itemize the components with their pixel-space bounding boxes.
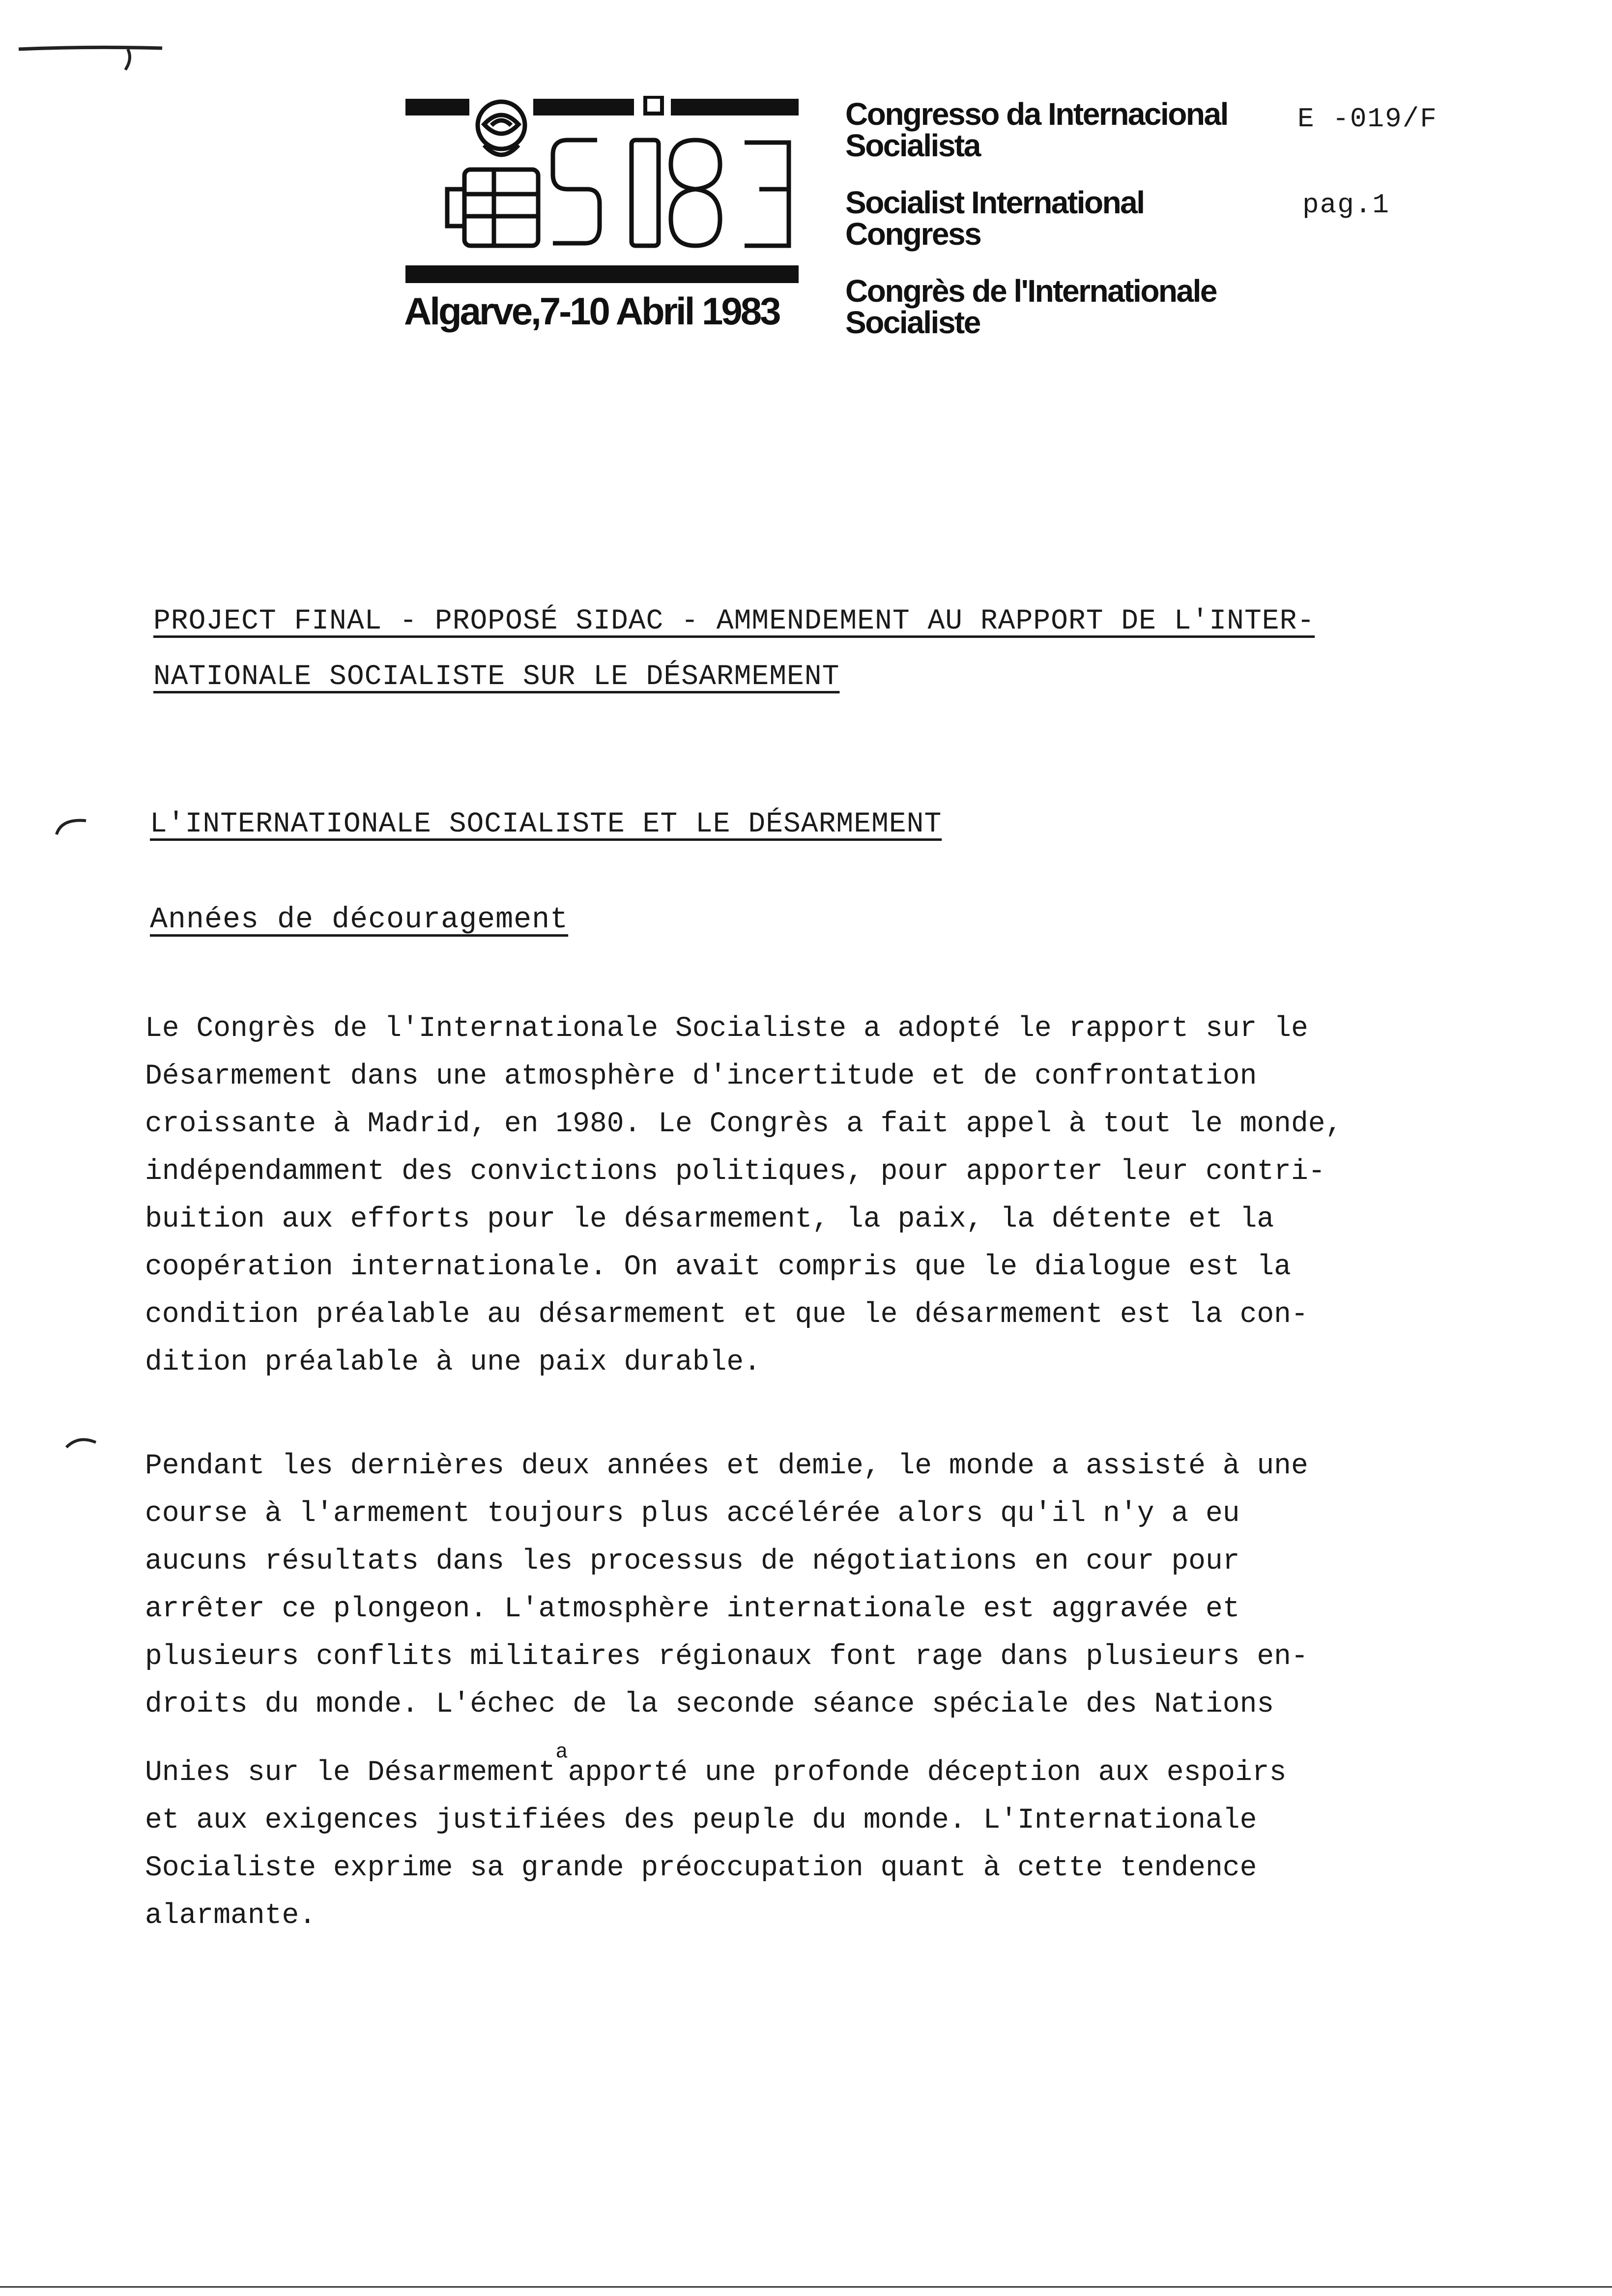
- section-title: L'INTERNATIONALE SOCIALISTE ET LE DÉSARMEMENT: [150, 808, 942, 840]
- paragraph-line: course à l'armement toujours plus accélérée alors qu'il n'y a eu: [145, 1498, 1240, 1530]
- congress-name-portuguese: Congresso da Internacional Socialista: [845, 96, 1228, 163]
- paragraph-line: Socialiste exprime sa grande préoccupation quant à cette tendence: [145, 1852, 1257, 1884]
- document-title-line-2: NATIONALE SOCIALISTE SUR LE DÉSARMEMENT: [153, 661, 840, 693]
- paragraph-line: arrêter ce plongeon. L'atmosphère internationale est aggravée et: [145, 1593, 1240, 1625]
- margin-bracket-mark: [54, 816, 88, 835]
- handwritten-mark: [15, 39, 167, 74]
- paragraph-line: droits du monde. L'échec de la seconde séance spéciale des Nations: [145, 1689, 1274, 1721]
- si83-logo: [405, 96, 799, 292]
- logo-letters: [553, 140, 789, 246]
- paragraph-line: condition préalable au désarmement et que le désarmement est la con-: [145, 1299, 1308, 1331]
- paragraph-line: dition préalable à une paix durable.: [145, 1347, 761, 1378]
- document-title-line-1: PROJECT FINAL - PROPOSÉ SIDAC - AMMENDEMENT AU RAPPORT DE L'INTER-: [153, 605, 1315, 637]
- paragraph-1: [145, 1005, 1531, 1386]
- paragraph-line: Désarmement dans une atmosphère d'incertitude et de confrontation: [145, 1061, 1257, 1092]
- congress-name-french: Congrès de l'Internationale Socialiste: [845, 273, 1216, 340]
- paragraph-line: croissante à Madrid, en 1980. Le Congrès a fait appel à tout le monde,: [145, 1108, 1343, 1140]
- paragraph-line: plusieurs conflits militaires régionaux font rage dans plusieurs en-: [145, 1641, 1308, 1673]
- margin-bracket-mark: [64, 1433, 98, 1452]
- paragraph-2: [145, 1442, 1531, 1940]
- paragraph-line: aucuns résultats dans les processus de négotiations en cour pour: [145, 1546, 1240, 1578]
- fist-icon: [447, 170, 538, 246]
- line-text: apporté une profonde déception aux espoirs: [568, 1757, 1287, 1789]
- paragraph-line: alarmante.: [145, 1900, 317, 1932]
- page-bottom-edge: [0, 2286, 1612, 2288]
- congress-names: [845, 98, 1288, 364]
- paragraph-line: Le Congrès de l'Internationale Socialiste a adopté le rapport sur le: [145, 1013, 1308, 1045]
- paragraph-line: Pendant les dernières deux années et demie, le monde a assisté à une: [145, 1450, 1308, 1482]
- document-code: E -019/F: [1297, 103, 1438, 135]
- page-label: pag.1: [1302, 189, 1390, 221]
- congress-name-english: Socialist International Congress: [845, 185, 1144, 252]
- paragraph-line: indépendamment des convictions politiques, pour apporter leur contri-: [145, 1156, 1325, 1188]
- paragraph-line: coopération internationale. On avait compris que le dialogue est la: [145, 1251, 1291, 1283]
- superscript-mark: a: [555, 1740, 568, 1764]
- logo-caption: Algarve,7-10 Abril 1983: [404, 289, 779, 333]
- rose-icon: [478, 102, 525, 155]
- paragraph-line: et aux exigences justifiées des peuple du monde. L'Internationale: [145, 1805, 1257, 1837]
- paragraph-line: [145, 1728, 1531, 1797]
- line-text: Unies sur le Désarmement: [145, 1757, 556, 1789]
- subsection-title: Années de découragement: [150, 903, 569, 937]
- paragraph-line: buition aux efforts pour le désarmement, la paix, la détente et la: [145, 1204, 1274, 1235]
